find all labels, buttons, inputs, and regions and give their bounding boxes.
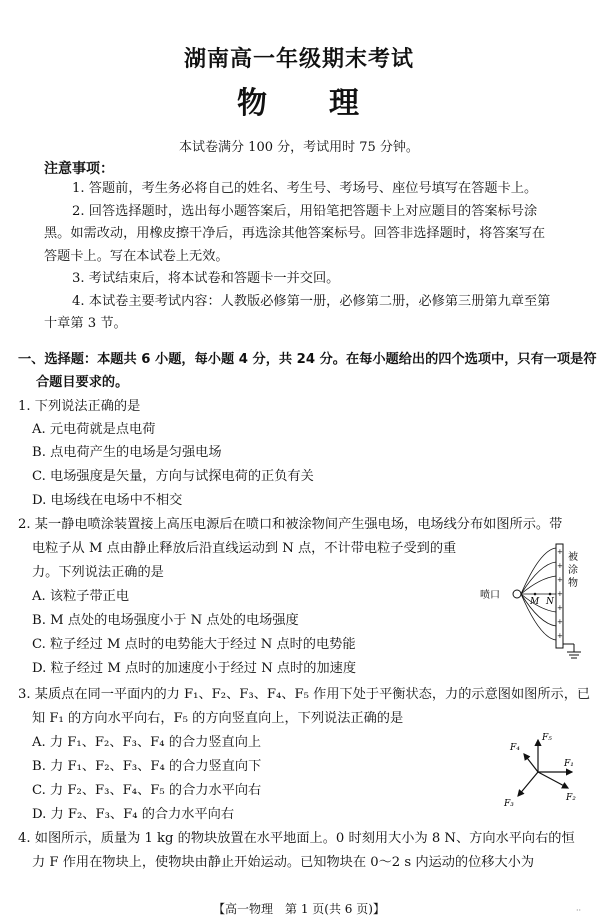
question-1-option-b: B. 点电荷产生的电场是匀强电场 [32,445,222,460]
force-label-f5: F₅ [542,733,552,743]
electric-field-figure [480,540,590,664]
notice-line: 3. 考试结束后，将本试卷和答题卡一并交回。 [72,271,340,286]
target-label: 涂 [568,565,578,576]
question-1-option-d: D. 电场线在电场中不相交 [32,493,183,508]
plate-plus-sign: + [557,632,563,640]
question-2-stem: 2. 某一静电喷涂装置接上高压电源后在喷口和被涂物间产生强电场，电场线分布如图所示。带 [18,517,563,532]
point-n-dot [549,593,552,596]
plate-plus-sign: + [557,604,563,612]
ground-icon [563,644,581,658]
question-2-stem: 力。下列说法正确的是 [32,565,164,580]
question-1-option-c: C. 电场强度是矢量，方向与试探电荷的正负有关 [32,469,314,484]
question-3-option-a: A. 力 F₁、F₂、F₃、F₄ 的合力竖直向上 [32,735,262,750]
question-3-option-b: B. 力 F₁、F₂、F₃、F₄ 的合力竖直向下 [32,759,262,774]
plate-plus-sign: + [557,548,563,556]
notice-line: 2. 回答选择题时，选出每小题答案后，用铅笔把答题卡上对应题目的答案标号涂 [72,204,538,219]
question-3-stem: 知 F₁ 的方向水平向右，F₅ 的方向竖直向上，下列说法正确的是 [32,711,404,726]
nozzle-icon [513,590,521,598]
question-2-option-b: B. M 点处的电场强度小于 N 点处的电场强度 [32,613,299,628]
force-label-f2: F₂ [566,793,576,803]
exam-info: 本试卷满分 100 分，考试用时 75 分钟。 [179,140,419,155]
point-n-label: N [546,597,554,607]
force-label-f3: F₃ [504,799,514,809]
notice-line: 4. 本试卷主要考试内容：人教版必修第一册，必修第二册，必修第三册第九章至第 [72,294,551,309]
notice-line: 答题卡上。写在本试卷上无效。 [44,249,229,264]
subject-char-left: 物 [237,86,269,121]
point-m-dot [534,593,537,596]
section-heading: 一、选择题：本题共 6 小题，每小题 4 分，共 24 分。在每小题给出的四个选项中，只有一项是符 [18,352,597,367]
section-heading-cont: 合题目要求的。 [36,375,129,390]
question-3-option-c: C. 力 F₂、F₃、F₄、F₅ 的合力水平向右 [32,783,262,798]
plate-plus-sign: + [557,618,563,626]
subject-title [0,78,598,122]
notice-line: 黑。如需改动，用橡皮擦干净后，再选涂其他答案标号。回答非选择题时，将答案写在 [44,226,546,241]
plate-plus-sign: + [557,590,563,598]
question-2-option-d: D. 粒子经过 M 点时的加速度小于经过 N 点时的加速度 [32,661,357,676]
question-4-stem: 4. 如图所示，质量为 1 kg 的物块放置在水平地面上。0 时刻用大小为 8 N、方向水平向右的恒 [18,831,575,846]
plate-plus-sign: + [557,562,563,570]
question-4-stem: 力 F 作用在物块上，使物块由静止开始运动。已知物块在 0～2 s 内运动的位移大小为 [32,855,535,870]
corner-mark: ·· [576,906,582,915]
page-footer: 【高一物理 第 1 页(共 6 页)】 [213,902,385,916]
subject-char-right: 理 [329,86,361,121]
question-3-option-d: D. 力 F₂、F₃、F₄ 的合力水平向右 [32,807,235,822]
question-3-stem: 3. 某质点在同一平面内的力 F₁、F₂、F₃、F₄、F₅ 作用下处于平衡状态，力的示意图如图所示，已 [18,687,591,702]
question-1-option-a: A. 元电荷就是点电荷 [32,422,156,437]
force-label-f1: F₁ [564,759,574,769]
plate-plus-sign: + [557,576,563,584]
exam-title: 湖南高一年级期末考试 [183,47,414,72]
notice-heading: 注意事项： [44,161,114,177]
question-2-option-c: C. 粒子经过 M 点时的电势能大于经过 N 点时的电势能 [32,637,356,652]
point-m-label: M [530,597,540,607]
target-label: 物 [568,578,578,589]
question-2-option-a: A. 该粒子带正电 [32,589,130,604]
target-label: 被 [568,552,578,563]
question-2-stem: 电粒子从 M 点由静止释放后沿直线运动到 N 点，不计带电粒子受到的重 [32,541,457,556]
question-1-stem: 1. 下列说法正确的是 [18,399,141,414]
force-label-f4: F₄ [510,743,520,753]
nozzle-label: 喷口 [480,590,500,601]
notice-line: 十章第 3 节。 [44,316,127,331]
force-diagram-figure [500,728,592,812]
notice-line: 1. 答题前，考生务必将自己的姓名、考生号、考场号、座位号填写在答题卡上。 [72,181,538,196]
